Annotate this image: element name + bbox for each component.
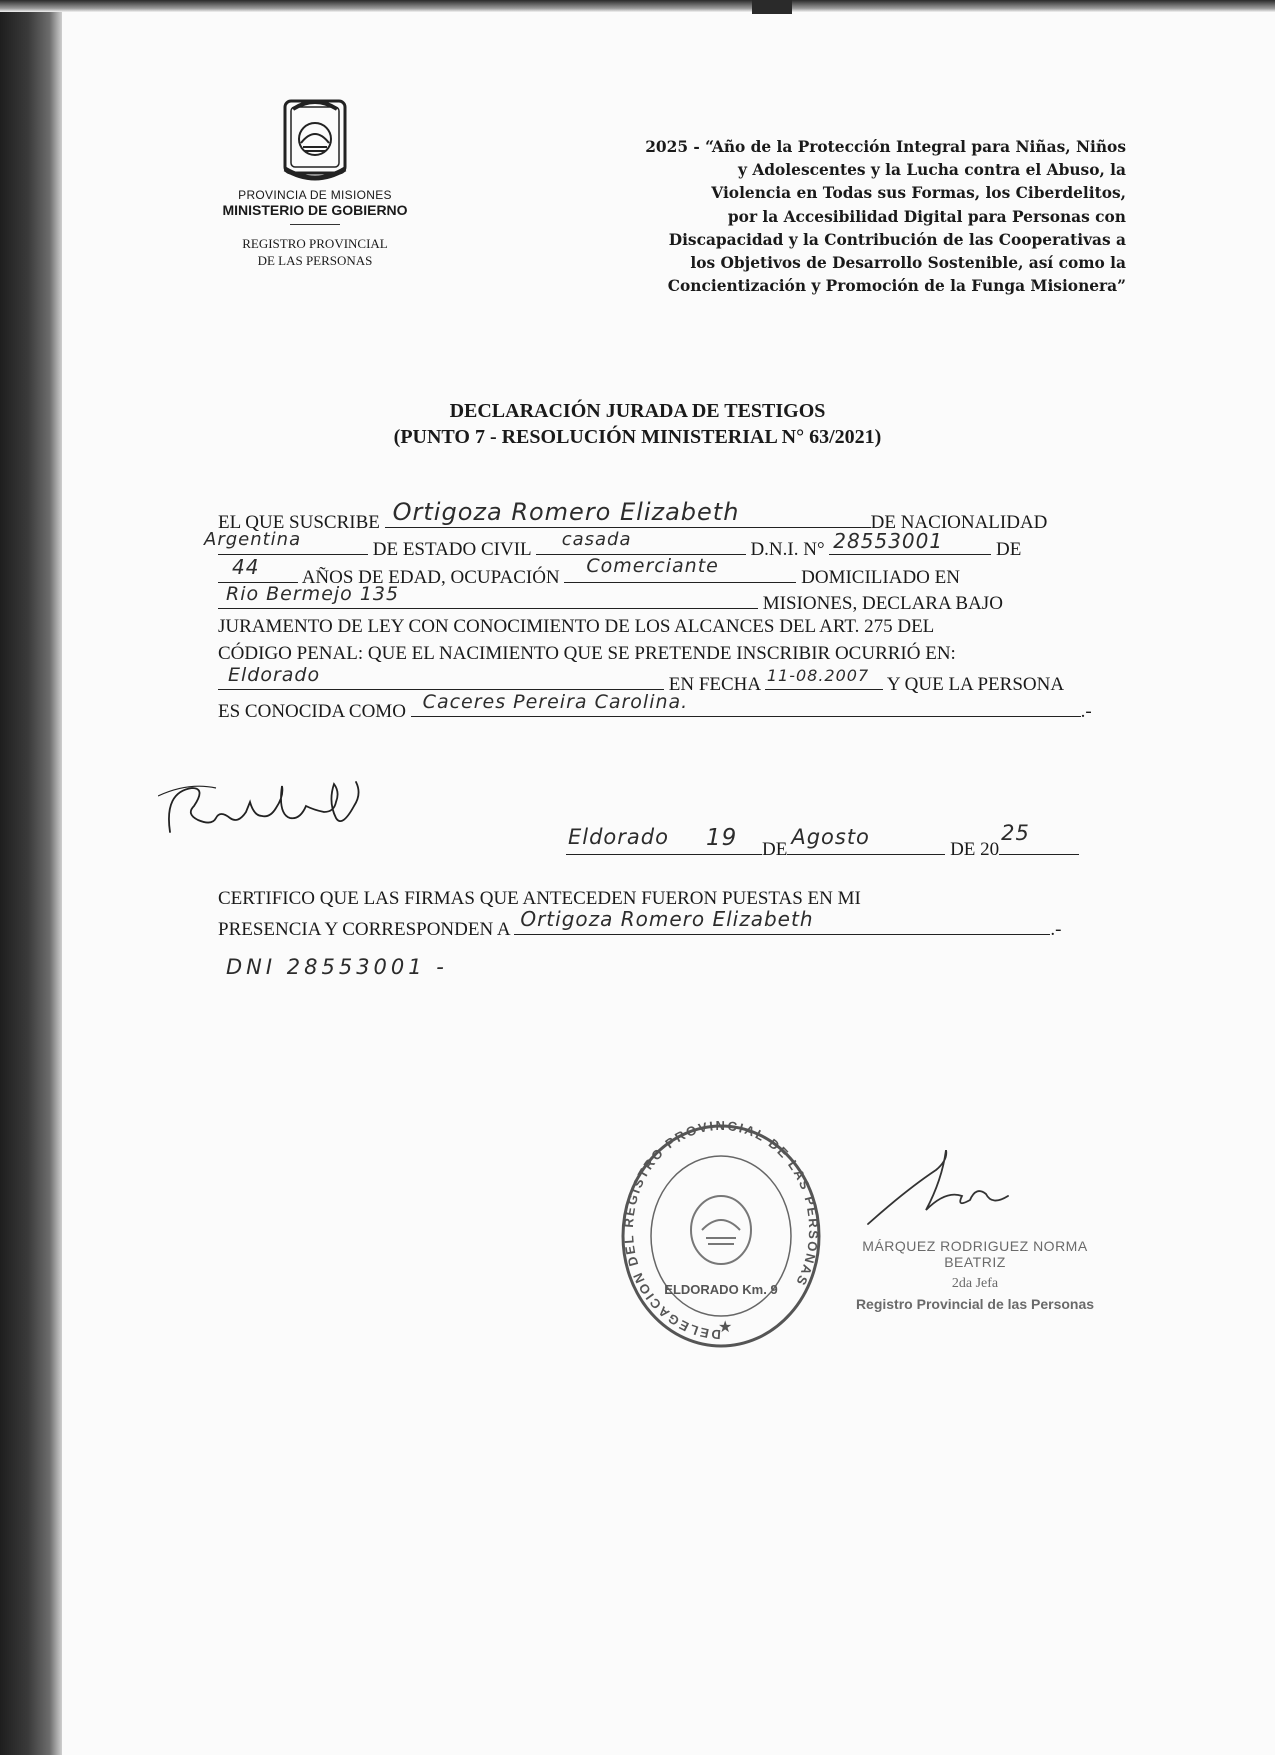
label-es-conocida-como: ES CONOCIDA COMO <box>218 701 406 722</box>
motto-line: Discapacidad y la Contribución de las Cooperativas a <box>668 230 1126 249</box>
field-civil-status <box>536 529 746 555</box>
date-line <box>566 821 1079 861</box>
label-anos-de-edad: AÑOS DE EDAD, OCUPACIÓN <box>301 567 560 588</box>
year-motto <box>520 136 1126 298</box>
official-office: Registro Provincial de las Personas <box>855 1296 1095 1312</box>
field-birth-place <box>218 664 664 690</box>
label-en-fecha: EN FECHA <box>668 674 761 695</box>
form-line-4 <box>218 583 1003 615</box>
registry-line-2: DE LAS PERSONAS <box>257 253 373 268</box>
motto-line: Concientización y Promoción de la Funga Misionera” <box>667 277 1126 296</box>
motto-line: 2025 - “Año de la Protección Integral para Niñas, Niños <box>645 138 1126 156</box>
handwritten-birth-place: Eldorado <box>228 664 321 686</box>
official-name: MÁRQUEZ RODRIGUEZ NORMA BEATRIZ <box>862 1238 1088 1270</box>
handwritten-address: Rio Bermejo 135 <box>226 583 400 605</box>
official-seal-stamp <box>618 1118 824 1354</box>
label-y-que-la-persona: Y QUE LA PERSONA <box>886 674 1065 695</box>
province-crest-logo <box>277 95 353 185</box>
handwritten-month: Agosto <box>791 825 870 849</box>
registry-line-1: REGISTRO PROVINCIAL <box>242 236 388 251</box>
scan-top-notch <box>752 0 792 14</box>
letterhead <box>190 95 440 269</box>
scan-dark-edge <box>0 0 62 1755</box>
document-title: DECLARACIÓN JURADA DE TESTIGOS <box>449 400 826 422</box>
declarant-signature <box>158 762 388 842</box>
handwritten-year: 25 <box>1001 821 1030 845</box>
form-line-5: JURAMENTO DE LEY CON CONOCIMIENTO DE LOS ALCANCES DEL ART. 275 DEL <box>218 616 935 637</box>
field-month <box>787 825 945 855</box>
handwritten-nationality: Argentina <box>204 529 302 550</box>
label-el-que-suscribe: EL QUE SUSCRIBE <box>218 512 380 533</box>
handwritten-certified-dni: DNI 28553001 - <box>226 955 448 979</box>
certify-line-1: CERTIFICO QUE LAS FIRMAS QUE ANTECEDEN FUERON PUESTAS EN MI <box>218 888 861 909</box>
motto-line: los Objetivos de Desarrollo Sostenible, así como la <box>690 254 1126 273</box>
field-nationality <box>204 529 368 555</box>
ministry-name: MINISTERIO DE GOBIERNO <box>222 202 408 218</box>
handwritten-certified-name: Ortigoza Romero Elizabeth <box>520 907 814 931</box>
field-known-as <box>411 691 1081 717</box>
motto-line: y Adolescentes y la Lucha contra el Abuso, la <box>738 161 1126 180</box>
field-certified-name <box>514 907 1050 935</box>
motto-line: por la Accesibilidad Digital para Personas con <box>727 207 1126 226</box>
label-de-year: DE 20 <box>950 839 1000 860</box>
label-de: DE <box>996 539 1022 560</box>
label-corresponden-a: PRESENCIA Y CORRESPONDEN A <box>218 919 510 940</box>
letterhead-divider <box>290 224 340 225</box>
handwritten-day: 19 <box>706 825 738 851</box>
form-line-6: CÓDIGO PENAL: QUE EL NACIMIENTO QUE SE PRETENDE INSCRIBIR OCURRIÓ EN: <box>218 643 956 664</box>
handwritten-dni: 28553001 <box>833 529 944 553</box>
label-dni: D.N.I. N° <box>750 539 825 560</box>
handwritten-age: 44 <box>232 555 260 579</box>
field-year <box>999 821 1079 855</box>
province-name: PROVINCIA DE MISIONES <box>238 188 392 202</box>
field-name <box>385 498 871 528</box>
field-occupation <box>564 555 796 583</box>
label-de-nacionalidad: DE NACIONALIDAD <box>870 512 1048 533</box>
field-place <box>566 825 762 855</box>
document-subtitle: (PUNTO 7 - RESOLUCIÓN MINISTERIAL N° 63/2021) <box>393 426 882 448</box>
official-role: 2da Jefa <box>951 1276 999 1291</box>
handwritten-civil-status: casada <box>561 529 632 550</box>
label-de-estado-civil: DE ESTADO CIVIL <box>372 539 531 560</box>
handwritten-name: Ortigoza Romero Elizabeth <box>392 498 740 526</box>
stamp-star-icon: ★ <box>718 1319 733 1336</box>
form-line-8 <box>218 691 1092 723</box>
label-misiones-declara: MISIONES, DECLARA BAJO <box>762 593 1003 614</box>
field-age <box>218 555 298 583</box>
label-de-month: DE <box>762 839 788 860</box>
motto-line: Violencia en Todas sus Formas, los Ciberdelitos, <box>711 184 1126 203</box>
handwritten-place: Eldorado <box>568 825 669 849</box>
handwritten-birth-date: 11-08.2007 <box>766 666 870 685</box>
official-name-stamp <box>840 1150 1110 1312</box>
stamp-ring-text: DELEGACION DEL REGISTRO PROVINCIAL DE LAS PERSONAS <box>620 1118 822 1343</box>
field-dni <box>829 529 991 555</box>
label-domiciliado-en: DOMICILIADO EN <box>801 567 960 588</box>
handwritten-known-as: Caceres Pereira Carolina. <box>422 691 689 713</box>
end-mark: .- <box>1080 701 1092 722</box>
field-address <box>218 583 758 609</box>
handwritten-occupation: Comerciante <box>586 555 719 577</box>
field-birth-date <box>765 666 883 690</box>
scan-top-edge <box>0 0 1275 12</box>
stamp-inner-text: ELDORADO Km. 9 <box>664 1282 778 1297</box>
certify-line-2 <box>218 907 1062 941</box>
end-mark: .- <box>1050 919 1062 940</box>
